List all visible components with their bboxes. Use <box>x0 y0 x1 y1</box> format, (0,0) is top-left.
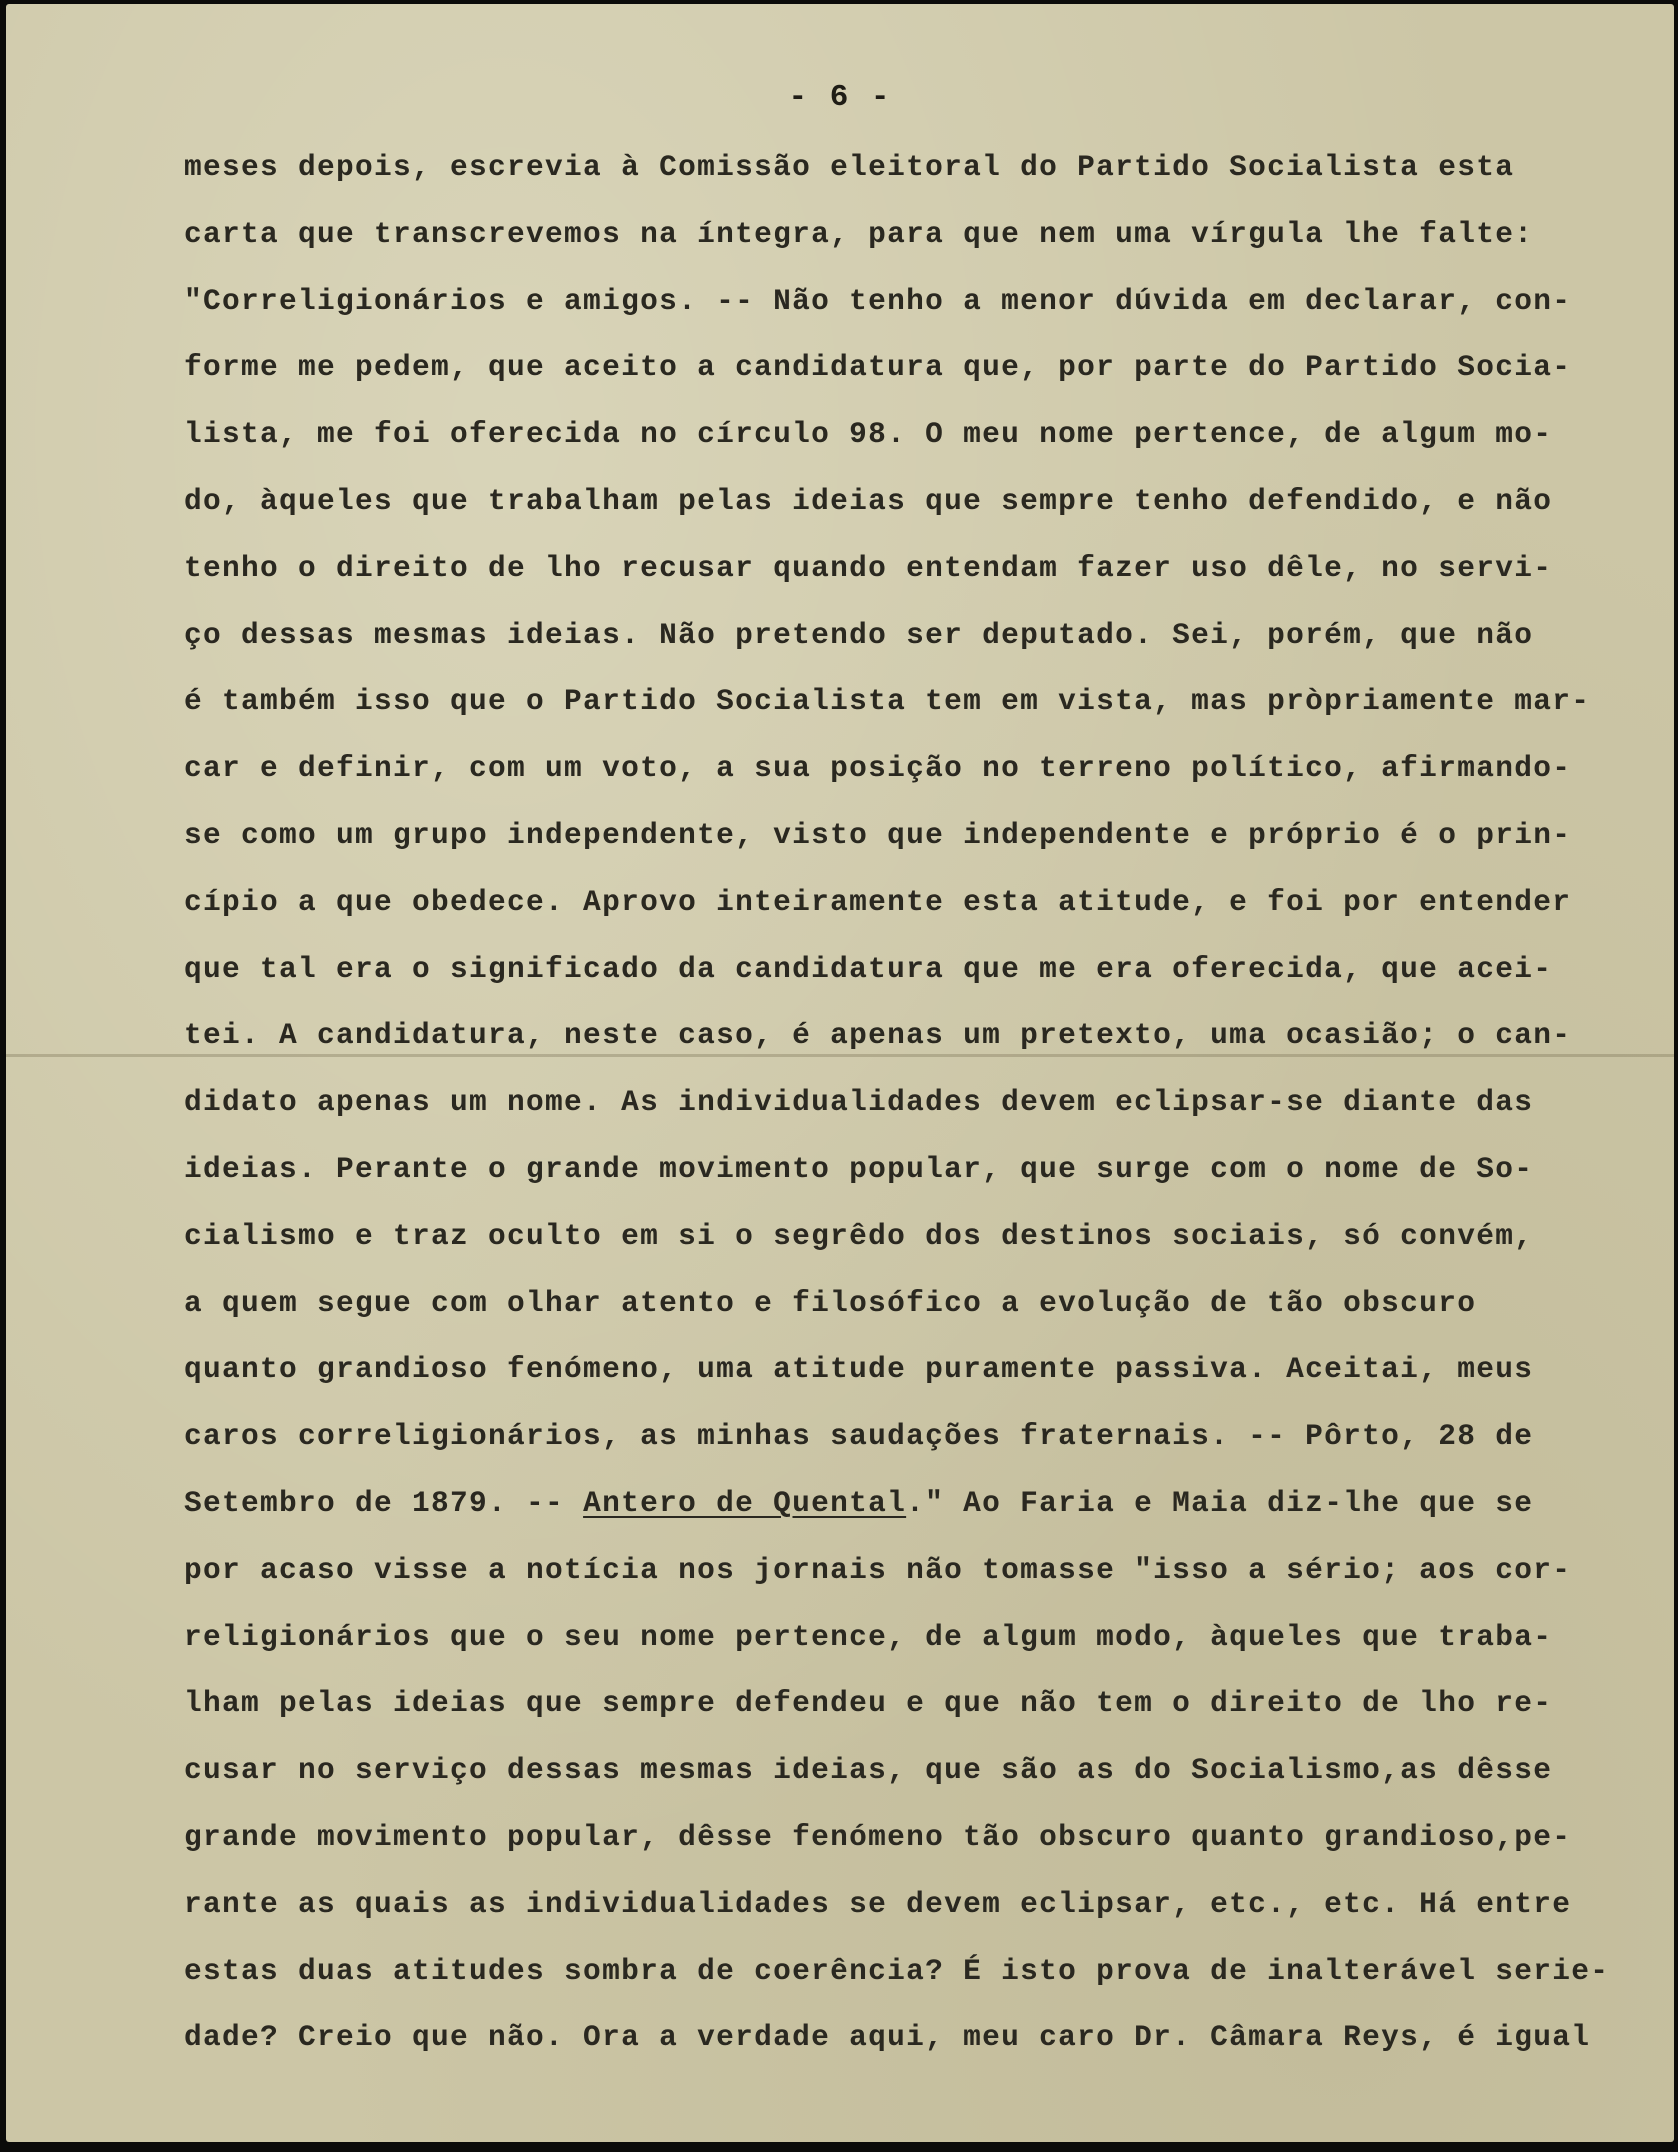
text-line: tei. A candidatura, neste caso, é apenas um pretexto, uma ocasião; o can- <box>184 1018 1572 1053</box>
text-line: quanto grandioso fenómeno, uma atitude puramente passiva. Aceitai, meus <box>184 1352 1534 1387</box>
page-number: - 6 - <box>788 80 892 115</box>
text-line: estas duas atitudes sombra de coerência? É isto prova de inalterável serie- <box>184 1953 1610 1988</box>
text-line-signature <box>184 1480 1654 1547</box>
text-line: religionários que o seu nome pertence, de algum modo, àqueles que traba- <box>184 1619 1553 1654</box>
text-line: "Correligionários e amigos. -- Não tenho a menor dúvida em declarar, con- <box>184 283 1572 318</box>
text-line: a quem segue com olhar atento e filosófico a evolução de tão obscuro <box>184 1285 1477 1320</box>
typewritten-text-block <box>184 144 1654 2081</box>
text-line: rante as quais as individualidades se devem eclipsar, etc., etc. Há entre <box>184 1886 1572 1921</box>
text-line: lista, me foi oferecida no círculo 98. O meu nome pertence, de algum mo- <box>184 417 1553 452</box>
text-line: que tal era o significado da candidatura que me era oferecida, que acei- <box>184 951 1553 986</box>
text-line: do, àqueles que trabalham pelas ideias que sempre tenho defendido, e não <box>184 483 1553 518</box>
text-line: por acaso visse a notícia nos jornais não tomasse "isso a sério; aos cor- <box>184 1552 1572 1587</box>
signature-antero-de-quental: Antero de Quental <box>583 1485 907 1520</box>
text-line: tenho o direito de lho recusar quando entendam fazer uso dêle, no servi- <box>184 550 1553 585</box>
text-before-signature: Setembro de 1879. -- <box>184 1485 584 1520</box>
text-line: grande movimento popular, dêsse fenómeno tão obscuro quanto grandioso,pe- <box>184 1819 1572 1854</box>
text-line: cípio a que obedece. Aprovo inteiramente esta atitude, e foi por entender <box>184 884 1572 919</box>
text-line: lham pelas ideias que sempre defendeu e que não tem o direito de lho re- <box>184 1686 1553 1721</box>
paper-sheet <box>6 4 1674 2142</box>
text-line: meses depois, escrevia à Comissão eleitoral do Partido Socialista esta <box>184 150 1515 184</box>
text-line: cusar no serviço dessas mesmas ideias, que são as do Socialismo,as dêsse <box>184 1753 1553 1788</box>
text-after-signature: ." Ao Faria e Maia diz-lhe que se <box>906 1485 1534 1520</box>
text-line: dade? Creio que não. Ora a verdade aqui, meu caro Dr. Câmara Reys, é igual <box>184 2020 1591 2055</box>
text-line: cialismo e traz oculto em si o segrêdo dos destinos sociais, só convém, <box>184 1218 1534 1253</box>
text-line: carta que transcrevemos na íntegra, para que nem uma vírgula lhe falte: <box>184 216 1534 251</box>
text-line: didato apenas um nome. As individualidades devem eclipsar-se diante das <box>184 1085 1534 1120</box>
text-line: é também isso que o Partido Socialista tem em vista, mas pròpriamente mar- <box>184 684 1591 719</box>
text-line: ço dessas mesmas ideias. Não pretendo ser deputado. Sei, porém, que não <box>184 617 1534 652</box>
text-line: car e definir, com um voto, a sua posição no terreno político, afirmando- <box>184 751 1572 786</box>
text-line: forme me pedem, que aceito a candidatura que, por parte do Partido Socia- <box>184 350 1572 385</box>
text-line: se como um grupo independente, visto que independente e próprio é o prin- <box>184 817 1572 852</box>
text-line: caros correligionários, as minhas saudações fraternais. -- Pôrto, 28 de <box>184 1419 1534 1454</box>
text-line: ideias. Perante o grande movimento popular, que surge com o nome de So- <box>184 1151 1534 1186</box>
